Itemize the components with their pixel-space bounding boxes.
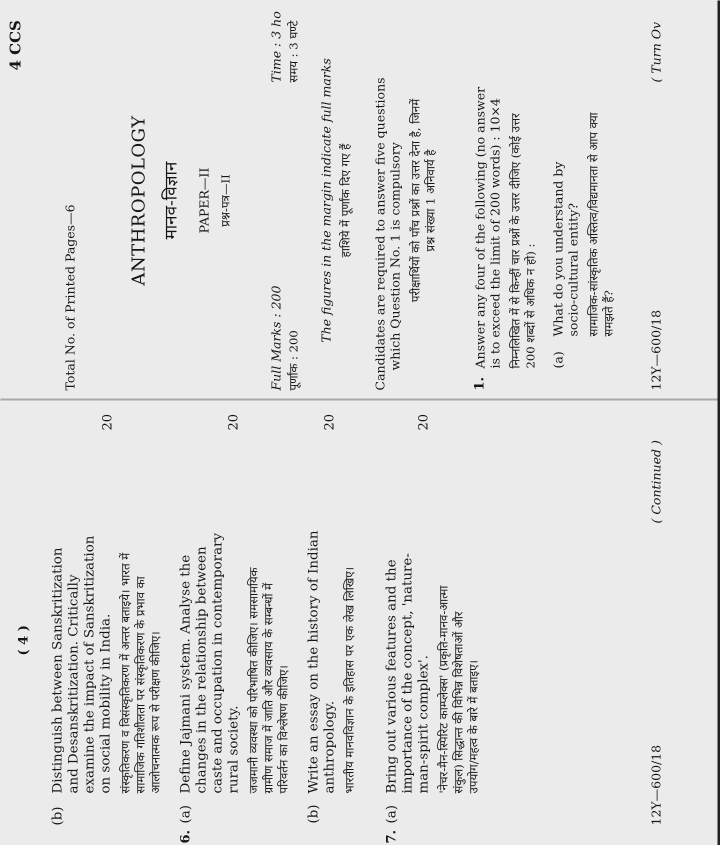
q6a-text-en: [178, 532, 242, 793]
q1a-en-line: What do you understand by: [550, 161, 565, 336]
q6b-text-en: [306, 530, 338, 793]
q6b-en-line: Write an essay on the history of Indian: [306, 530, 321, 793]
time-hi: समय : 3 घण्टे: [286, 20, 300, 82]
full-marks-hi: पूर्णांक : 200: [286, 329, 300, 390]
margin-note-hi: हाशिये में पूर्णांक दिए गए हैं: [338, 143, 352, 257]
q6b-en-line: anthropology.: [322, 700, 337, 793]
instructions-hi: [408, 0, 438, 400]
page-one: [0, 0, 720, 400]
q7a-hi-line: उपयोग/महत्व के बारे में बताइए।: [466, 659, 480, 793]
q6b-label: (b): [306, 803, 321, 823]
footer-code-right: 12Y—600/18: [648, 309, 663, 390]
q1a-text-en: [550, 161, 580, 336]
q6a-en-line: rural society.: [226, 704, 241, 793]
q1-hi-line: 200 शब्दों से अधिक न हो) :: [523, 243, 537, 368]
paper-code: 4 CCS: [6, 19, 24, 70]
margin-note-en: The figures in the margin indicate full marks: [318, 57, 333, 343]
q1-text-hi: [508, 113, 538, 368]
q6b-text-hi: [342, 566, 357, 793]
q7a-label: (a): [384, 804, 399, 823]
q6a-en-line: changes in the relationship between: [194, 545, 209, 793]
q1a-en-line: socio-cultural entity?: [565, 202, 580, 336]
page-number: ( 4 ): [16, 624, 31, 655]
q5b-hi-line: आलोचनात्मक रूप से परीक्षण कीजिए।: [148, 630, 162, 793]
q6a-hi-line: ग्रामीण समाज में जाति और व्यवसाय के सम्बन्धों में: [261, 582, 275, 793]
paper-label-hi: प्रश्न-पत्र—II: [218, 173, 232, 227]
instr-hi-line: परीक्षार्थियों को पाँच प्रश्नों का उत्तर देना है, जिनमें: [408, 98, 422, 302]
q7a-text-hi: [436, 585, 481, 793]
q6a-en-line: caste and occupation in contemporary: [210, 532, 225, 793]
q7a-hi-line: संकुल) सिद्धान्त की विभिन्न विशेषताओं और: [451, 610, 465, 793]
q5b-en-line: on social mobility in India.: [98, 613, 113, 793]
q5b-text-hi: [118, 552, 163, 793]
q5b-en-line: examine the impact of Sanskritization: [82, 535, 97, 793]
subject-title-en: ANTHROPOLOGY: [128, 114, 149, 286]
q5b-marks: 20: [100, 413, 115, 430]
q6a-text-hi: [246, 567, 291, 793]
q1-number: 1.: [472, 376, 487, 390]
q6a-hi-line: परिवर्तन का विश्लेषण कीजिए।: [276, 664, 290, 793]
q1a-text-hi: [586, 112, 616, 336]
footer-turn-over: ( Turn Ov: [648, 21, 663, 82]
q7a-en-line: Bring out various features and the: [384, 558, 399, 793]
page-four: [0, 400, 720, 845]
paper-label-en: PAPER—II: [196, 167, 211, 233]
q6a-marks: 20: [226, 413, 241, 430]
q6b-hi-line: भारतीय मानवविज्ञान के इतिहास पर एक लेख लिखिए।: [342, 566, 356, 793]
q7a-en-line: man-spirit complex'.: [416, 654, 431, 793]
q6a-en-line: Define Jajmani system. Analyse the: [178, 554, 193, 793]
q6a-label: (a): [178, 804, 193, 823]
q5b-label: (b): [50, 805, 65, 825]
footer-continued: ( Continued ): [648, 439, 663, 523]
q7a-hi-line: 'नेचर-मैन-स्पिरिट काम्प्लेक्स' (प्रकृति-मानव-आत्मा: [436, 585, 450, 793]
q1-en-line: is to exceed the limit of 200 words) : 10×4: [487, 97, 502, 368]
q7a-text-en: [384, 553, 432, 793]
q1a-hi-line: समझते हैं?: [601, 289, 615, 336]
q1a-label: (a): [550, 350, 565, 368]
q1a-hi-line: सामाजिक-सांस्कृतिक अस्तित्व/विद्यमानता से आप क्या: [586, 111, 600, 336]
q5b-text-en: [50, 535, 114, 793]
instructions-en: [372, 77, 402, 390]
q1-text-en: [472, 86, 502, 368]
q6b-marks: 20: [322, 413, 337, 430]
q5b-hi-line: सामाजिक गतिशीलता पर संस्कृतिकरण के प्रभाव का: [133, 575, 147, 793]
full-marks-en: Full Marks : 200: [268, 285, 283, 390]
q5b-en-line: Distinguish between Sanskritization: [50, 547, 65, 793]
q6a-hi-line: जजमानी व्यवस्था को परिभाषित कीजिए। समसामयिक: [246, 566, 260, 793]
total-printed-pages: Total No. of Printed Pages—6: [62, 203, 77, 390]
q7a-marks: 20: [416, 413, 431, 430]
q1-hi-line: निम्नलिखित में से किन्हीं चार प्रश्नों के उत्तर दीजिए (कोई उत्तर: [508, 112, 522, 368]
subject-title-hi: मानव-विज्ञान: [161, 161, 181, 239]
instr-en-line: Candidates are required to answer five questions: [372, 76, 387, 390]
q7a-en-line: importance of the concept, 'nature-: [400, 552, 415, 793]
time-en: Time : 3 ho: [268, 10, 283, 82]
footer-code-left: 12Y—600/18: [648, 744, 663, 825]
instr-hi-line: प्रश्न संख्या 1 अनिवार्य है: [423, 149, 437, 251]
q6-number: 6.: [178, 829, 193, 843]
q1-en-line: Answer any four of the following (no answer: [472, 86, 487, 368]
q7-number: 7.: [384, 829, 399, 843]
instr-en-line: which Question No. 1 is compulsory: [387, 141, 402, 370]
q5b-hi-line: संस्कृतिकरण व विसंस्कृतिकरण में अन्तर बताइये। भारत में: [118, 552, 132, 793]
q5b-en-line: and Desanskritization. Critically: [66, 573, 81, 793]
